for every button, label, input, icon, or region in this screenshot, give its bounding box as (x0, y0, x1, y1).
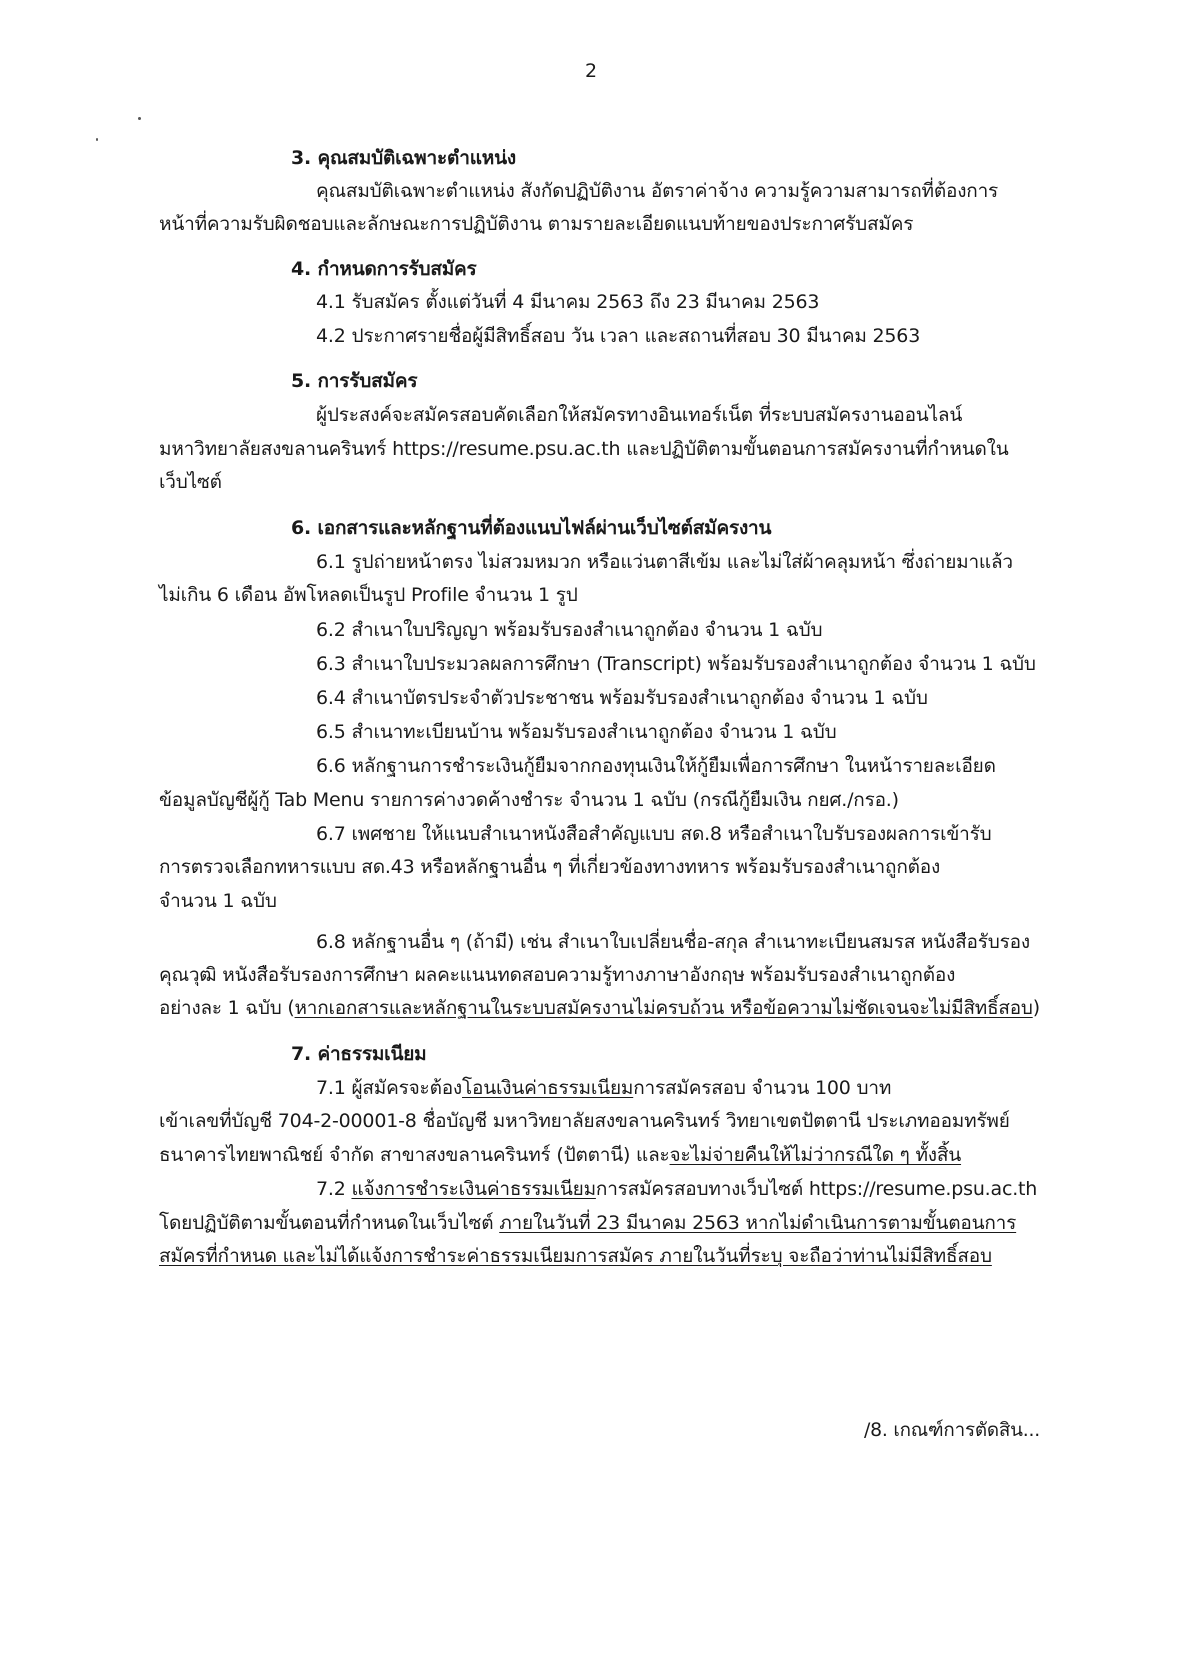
section-7-item-1c-prefix: ธนาคารไทยพาณิชย์ จำกัด สาขาสงขลานครินทร์ (ปัตตานี) และ (159, 1144, 670, 1166)
section-6-item-8a: 6.8 หลักฐานอื่น ๆ (ถ้ามี) เช่น สำเนาใบเปลี่ยนชื่อ-สกุล สำเนาทะเบียนสมรส หนังสือรับรอง (316, 931, 1030, 953)
section-6-item-6a: 6.6 หลักฐานการชำระเงินกู้ยืมจากกองทุนเงินให้กู้ยืมเพื่อการศึกษา ในหน้ารายละเอียด (316, 755, 996, 777)
section-4-item-2: 4.2 ประกาศรายชื่อผู้มีสิทธิ์สอบ วัน เวลา และสถานที่สอบ 30 มีนาคม 2563 (316, 325, 921, 347)
section-6-item-8c (159, 995, 1040, 1021)
section-7-transfer-fee-underlined: โอนเงินค่าธรรมเนียม (462, 1077, 634, 1099)
section-6-heading: 6. เอกสารและหลักฐานที่ต้องแนบไฟล์ผ่านเว็บไซต์สมัครงาน (291, 517, 772, 539)
section-5-heading: 5. การรับสมัคร (291, 370, 418, 392)
section-7-item-2a-prefix: 7.2 (316, 1178, 352, 1200)
section-7-no-right-warning-underlined: สมัครที่กำหนด และไม่ได้แจ้งการชำระค่าธรรมเนียมการสมัคร ภายในวันที่ระบุ จะถือว่าท่านไม่มีสิทธิ์สอบ (159, 1245, 992, 1267)
section-6-item-7b: การตรวจเลือกทหารแบบ สด.43 หรือหลักฐานอื่น ๆ ที่เกี่ยวข้องทางทหาร พร้อมรับรองสำเนาถูกต้อง (159, 856, 941, 878)
section-7-item-2c (159, 1243, 992, 1269)
section-5-line-2: มหาวิทยาลัยสงขลานครินทร์ https://resume.psu.ac.th และปฏิบัติตามขั้นตอนการสมัครงานที่กำหนดใน (159, 438, 1009, 460)
section-7-item-1a-prefix: 7.1 ผู้สมัครจะต้อง (316, 1077, 462, 1099)
section-5-line-1: ผู้ประสงค์จะสมัครสอบคัดเลือกให้สมัครทางอินเทอร์เน็ต ที่ระบบสมัครงานออนไลน์ (316, 404, 963, 426)
section-4-heading: 4. กำหนดการรับสมัคร (291, 258, 477, 280)
section-6-item-7a: 6.7 เพศชาย ให้แนบสำเนาหนังสือสำคัญแบบ สด.8 หรือสำเนาใบรับรองผลการเข้ารับ (316, 823, 992, 845)
section-7-item-2a-suffix: การสมัครสอบทางเว็บไซต์ https://resume.psu.ac.th (595, 1178, 1038, 1200)
section-6-item-4: 6.4 สำเนาบัตรประจำตัวประชาชน พร้อมรับรองสำเนาถูกต้อง จำนวน 1 ฉบับ (316, 687, 928, 709)
section-6-item-7c: จำนวน 1 ฉบับ (159, 890, 277, 912)
section-3-heading: 3. คุณสมบัติเฉพาะตำแหน่ง (291, 147, 516, 169)
section-6-warning-underlined: หากเอกสารและหลักฐานในระบบสมัครงานไม่ครบถ้วน หรือข้อความไม่ชัดเจนจะไม่มีสิทธิ์สอบ (294, 997, 1033, 1019)
section-6-item-1b: ไม่เกิน 6 เดือน อัพโหลดเป็นรูป Profile จำนวน 1 รูป (159, 584, 578, 606)
section-7-item-2b (159, 1210, 1016, 1236)
section-7-no-refund-underlined: จะไม่จ่ายคืนให้ไม่ว่ากรณีใด ๆ ทั้งสิ้น (669, 1144, 962, 1166)
section-6-item-6b: ข้อมูลบัญชีผู้กู้ Tab Menu รายการค่างวดค้างชำระ จำนวน 1 ฉบับ (กรณีกู้ยืมเงิน กยศ./กรอ.) (159, 789, 899, 811)
section-3-line-2: หน้าที่ความรับผิดชอบและลักษณะการปฏิบัติงาน ตามรายละเอียดแนบท้ายของประกาศรับสมัคร (159, 213, 914, 235)
section-6-item-8b: คุณวุฒิ หนังสือรับรองการศึกษา ผลคะแนนทดสอบความรู้ทางภาษาอังกฤษ พร้อมรับรองสำเนาถูกต้อง (159, 964, 956, 986)
section-6-item-3: 6.3 สำเนาใบประมวลผลการศึกษา (Transcript) พร้อมรับรองสำเนาถูกต้อง จำนวน 1 ฉบับ (316, 653, 1036, 675)
section-7-item-1c (159, 1142, 961, 1168)
section-7-heading: 7. ค่าธรรมเนียม (291, 1043, 427, 1065)
section-7-item-1b: เข้าเลขที่บัญชี 704-2-00001-8 ชื่อบัญชี มหาวิทยาลัยสงขลานครินทร์ วิทยาเขตปัตตานี ประเภทออมทรัพย์ (159, 1110, 1010, 1132)
section-6-item-8c-suffix: ) (1032, 997, 1040, 1019)
page-number: 2 (584, 60, 598, 82)
section-7-payment-notice-underlined: แจ้งการชำระเงินค่าธรรมเนียม (351, 1178, 596, 1200)
scan-speck (96, 138, 98, 141)
section-6-item-1a: 6.1 รูปถ่ายหน้าตรง ไม่สวมหมวก หรือแว่นตาสีเข้ม และไม่ใส่ผ้าคลุมหน้า ซึ่งถ่ายมาแล้ว (316, 551, 1013, 573)
section-5-line-3: เว็บไซต์ (159, 471, 222, 493)
section-3-line-1: คุณสมบัติเฉพาะตำแหน่ง สังกัดปฏิบัติงาน อัตราค่าจ้าง ความรู้ความสามารถที่ต้องการ (316, 180, 999, 202)
section-6-item-5: 6.5 สำเนาทะเบียนบ้าน พร้อมรับรองสำเนาถูกต้อง จำนวน 1 ฉบับ (316, 721, 837, 743)
scan-speck (138, 117, 141, 120)
next-page-continuation: /8. เกณฑ์การตัดสิน... (864, 1420, 1041, 1441)
section-7-item-1a-suffix: การสมัครสอบ จำนวน 100 บาท (633, 1077, 892, 1099)
section-7-deadline-underlined: ภายในวันที่ 23 มีนาคม 2563 หากไม่ดำเนินการตามขั้นตอนการ (499, 1212, 1017, 1234)
section-6-item-2: 6.2 สำเนาใบปริญญา พร้อมรับรองสำเนาถูกต้อง จำนวน 1 ฉบับ (316, 619, 823, 641)
section-4-item-1: 4.1 รับสมัคร ตั้งแต่วันที่ 4 มีนาคม 2563 ถึง 23 มีนาคม 2563 (316, 291, 820, 313)
section-6-item-8c-prefix: อย่างละ 1 ฉบับ ( (159, 997, 295, 1019)
section-7-item-2b-prefix: โดยปฏิบัติตามขั้นตอนที่กำหนดในเว็บไซต์ (159, 1212, 500, 1234)
section-7-item-2a (316, 1176, 1037, 1202)
section-7-item-1a (316, 1075, 891, 1101)
